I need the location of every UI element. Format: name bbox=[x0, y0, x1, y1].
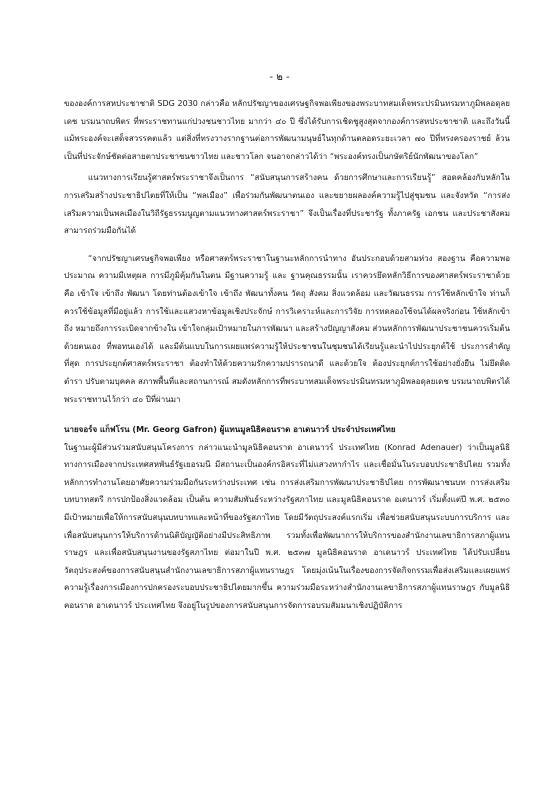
document-body bbox=[64, 95, 510, 615]
approach-paragraph: แนวทางการเรียนรู้ศาสตร์พระราชาจึงเป็นการ “สนับสนุนการสร้างคน ด้วยการศึกษาและการเรียนรู้” สอดคล้องกับหลักในการเสริมสร้างประชาธิปไตยที่ให้เป็น “พลเมือง” เพื่อร่วมกันพัฒนาตนเอง และขยายผลองค์ความรู้ไปสู่ชุมชน และจังหวัด “การส่งเสริมความเป็นพลเมืองในวิถีรัฐธรรมนูญตามแนวทางศาสตร์พระราชา” จึงเป็นเรื่องที่ประชารัฐ ทั้งภาครัฐ เอกชน และประชาสังคม สามารถร่วมมือกันได้ bbox=[64, 173, 510, 236]
intro-quote: “พระองค์ทรงเป็นกษัตริย์นักพัฒนาของโลก” bbox=[329, 151, 479, 161]
page-number: - ๒ - bbox=[269, 72, 290, 83]
intro-paragraph bbox=[64, 95, 510, 165]
intro-text: ขององค์การสหประชาชาติ SDG 2030 กล่าวคือ หลักปรัชญาของเศรษฐกิจพอเพียงของพระบาทสมเด็จพระปรมินทรมหาภูมิพลอดุลยเดช บรมนาถบพิตร ที่พระราชทานแก่ปวงชนชาวไทย มากว่า ๔๐ ปี ซึ่งได้รับการเชิดชูสูงสุดจากองค์การสหประชาชาติ และถึงวันนี้แม้พระองค์จะเสด็จสวรรคตแล้ว แต่สิ่งที่ทรงวางรากฐานต่อการพัฒนามนุษย์ในทุกด้านตลอดระยะเวลา ๗๐ ปีที่ทรงครองราชย์ ล้วนเป็นที่ประจักษ์ชัดต่อสายตาประชาชนชาวไทย และชาวโลก จนอาจกล่าวได้ว่า bbox=[64, 99, 510, 161]
speaker-heading: นายจอร์จ แก็ฟโรน (Mr. Georg Gafron) ผู้แทนมูลนิธิคอนราด อาเดนาวร์ ประจำประเทศไทย bbox=[64, 425, 396, 435]
speaker-paragraph: ในฐานะผู้มีส่วนร่วมสนับสนุนโครงการ กล่าวแนะนำมูลนิธิคอนราด อาเดนาวร์ ประเทศไทย (Konrad Adenauer) ว่าเป็นมูลนิธิทางการเมืองจากประเทศสหพันธ์รัฐเยอรมนี มีสถานะเป็นองค์กรอิสระที่ไม่แสวงหากำไร และเชื่อมั่นในระบอบประชาธิปไตย รวมทั้งหลักการทำงานโดยอาศัยความร่วมมือกันระหว่างประเทศ เช่น การส่งเสริมการพัฒนาประชาธิปไตย การพัฒนาชนบท การส่งเสริมบทบาทสตรี การปกป้องสิ่งแวดล้อม เป็นต้น ความสัมพันธ์ระหว่างรัฐสภาไทย และมูลนิธิคอนราด อเดนาวร์ เริ่มตั้งแต่ปี พ.ศ. ๒๕๓๐ มีเป้าหมายเพื่อให้การสนับสนุนบทบาทและหน้าที่ของรัฐสภาไทย โดยมีวัตถุประสงค์แรกเริ่ม เพื่อช่วยสนับสนุนระบบการบริการ และเพื่อสนับสนุนการให้บริการด้านนิติบัญญัติอย่างมีประสิทธิภาพ รวมทั้งเพื่อพัฒนาการให้บริการของสำนักงานเลขาธิการสภาผู้แทนราษฎร และเพื่อสนับสนุนงานของรัฐสภาไทย ต่อมาในปี พ.ศ. ๒๕๓๗ มูลนิธิคอนราด อาเดนาวร์ ประเทศไทย ได้ปรับเปลี่ยนวัตถุประสงค์ของการสนับสนุนสำนักงานเลขาธิการสภาผู้แทนราษฎร โดยมุ่งเน้นในเรื่องของการจัดกิจกรรมเพื่อส่งเสริมและเผยแพร่ความรู้เรื่องการเมืองการปกครองระบอบประชาธิปไตยมากขึ้น ความร่วมมือระหว่างสำนักงานเลขาธิการสภาผู้แทนราษฎร กับมูลนิธิคอนราด อาเดนาวร์ ประเทศไทย จึงอยู่ในรูปของการสนับสนุนการจัดการอบรมสัมมนาเชิงปฏิบัติการ bbox=[64, 442, 510, 611]
quote-paragraph: “จากปรัชญาเศรษฐกิจพอเพียง หรือศาสตร์พระราชาในฐานะหลักการนำทาง อันประกอบด้วยสามห่วง สองฐาน คือความพอประมาณ ความมีเหตุผล การมีภูมิคุ้มกันในตน มีฐานความรู้ และ ฐานคุณธรรมนั้น เราควรยึดหลักวิธีการของศาสตร์พระราชาด้วย คือ เข้าใจ เข้าถึง พัฒนา โดยท่านต้องเข้าใจ เข้าถึง พัฒนาทั้งคน วัตถุ สังคม สิ่งแวดล้อม และวัฒนธรรม การใช้หลักเข้าใจ ท่านก็ควรใช้ข้อมูลที่มีอยู่แล้ว การใช้และแสวงหาข้อมูลเชิงประจักษ์ การวิเคราะห์และการวิจัย การทดลองใช้จนได้ผลจริงก่อน ใช้หลักเข้าถึง หมายถึงการระเบิดจากข้างใน เข้าใจกลุ่มเป้าหมายในการพัฒนา และสร้างปัญญาสังคม ส่วนหลักการพัฒนาประชาชนควรเริ่มต้นด้วยตนเอง ที่พอทนเองได้ และมีต้นแบบในการเผยแพร่ความรู้ให้ประชาชนในชุมชนได้เรียนรู้และนำไปประยุกต์ใช้ ประการสำคัญที่สุด การประยุกต์ศาสตร์พระราชา ต้องทำให้ด้วยความรักความปรารถนาดี และด้วยใจ ต้องประยุกต์การใช้อย่างยั่งยืน ไม่ยึดติดตำรา ปรับตามบุคคล สภาพพื้นที่และสถานการณ์ สมดังหลักการที่พระบาทสมเด็จพระปรมินทรมหาภูมิพลอดุลยเดช บรมนาถบพิตรได้พระราชทานไว้กว่า ๔๐ ปีที่ผ่านมา bbox=[64, 253, 510, 404]
